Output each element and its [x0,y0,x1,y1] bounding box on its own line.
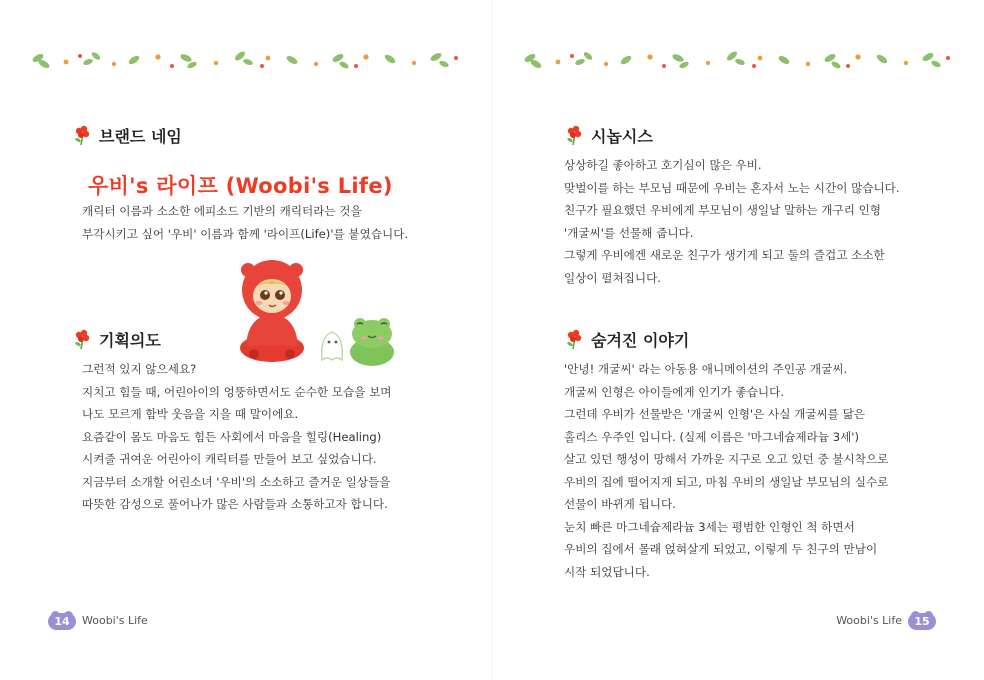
synopsis-line: '개굴씨'를 선물해 줍니다. [564,225,694,240]
hidden-line: 그런데 우비가 선물받은 '개굴씨 인형'은 사실 개굴씨를 닮은 [564,407,865,421]
hidden-line: 개굴씨 인형은 아이들에게 인기가 좋습니다. [564,384,785,399]
planning-intent-text [82,358,391,516]
synopsis-line: 상상하길 좋아하고 호기심이 많은 우비. [564,158,762,172]
flower-bullet-icon [72,329,92,351]
plan-line: 지금부터 소개할 어린소녀 '우비'의 소소하고 즐거운 일상들을 [82,474,391,489]
hidden-story-heading [564,328,689,351]
plan-line: 요즘같이 몸도 마음도 힘든 사회에서 마음을 힐링(Healing) [82,429,382,444]
hidden-line: 살고 있던 행성이 망해서 가까운 지구로 오고 있던 중 불시착으로 [564,452,889,466]
brand-line: 캐릭터 이름과 소소한 에피소드 기반의 캐릭터라는 것을 [82,204,362,218]
planning-intent-heading [72,328,161,351]
synopsis-line: 일상이 펼쳐집니다. [564,270,661,285]
page-number: 14 [54,615,70,628]
hidden-story-text [564,358,888,583]
hidden-story-heading-text: 숨겨진 이야기 [591,331,690,350]
right-footer [836,611,936,630]
synopsis-line: 그렇게 우비에겐 새로운 친구가 생기게 되고 둘의 즐겁고 소소한 [564,248,885,262]
page-number: 15 [914,615,930,628]
synopsis-line: 친구가 필요했던 우비에게 부모님이 생일날 말하는 개구리 인형 [564,203,881,217]
hidden-line: 눈치 빠른 마그네슘제라늄 3세는 평범한 인형인 척 하면서 [564,519,855,534]
flower-bullet-icon [564,329,584,351]
vine-decoration-icon [26,44,466,74]
page-number-badge [908,611,936,630]
plan-line: 따뜻한 감성으로 풀어나가 많은 사람들과 소통하고자 합니다. [82,497,388,511]
footer-title: Woobi's Life [836,614,902,627]
left-footer [48,611,148,630]
hidden-line: 선물이 바뀌게 됩니다. [564,497,676,511]
hidden-line: 홀리스 우주인 입니다. (실제 이름은 '마그네슘제라늄 3세') [564,429,859,444]
footer-title: Woobi's Life [82,614,148,627]
plan-line: 지치고 힘들 때, 어린아이의 엉뚱하면서도 순수한 모습을 보며 [82,384,392,399]
flower-bullet-icon [564,125,584,147]
flower-bullet-icon [72,125,92,147]
hidden-line: '안녕! 개굴씨' 라는 아동용 애니메이션의 주인공 개굴씨. [564,362,848,376]
plan-line: 시켜줄 귀여운 어린아이 캐릭터를 만들어 보고 싶었습니다. [82,452,377,466]
brand-title: 우비's 라이프 (Woobi's Life) [88,174,393,198]
brand-name-heading-text: 브랜드 네임 [99,127,182,146]
hidden-line: 우비의 집에 떨어지게 되고, 마침 우비의 생일날 부모님의 실수로 [564,474,889,489]
planning-intent-heading-text: 기획의도 [99,331,161,350]
synopsis-text [564,154,900,289]
plan-line: 그런적 있지 않으세요? [82,362,197,376]
right-page [492,0,984,680]
plan-line: 나도 모르게 함박 웃음을 지을 때 말이에요. [82,407,299,421]
synopsis-heading [564,124,653,147]
brand-line: 부각시키고 싶어 '우비' 이름과 함께 '라이프(Life)'를 붙였습니다. [82,226,409,241]
page-number-badge [48,611,76,630]
vine-decoration-icon [518,44,958,74]
synopsis-heading-text: 시놉시스 [591,127,653,146]
hidden-line: 우비의 집에서 몰래 얹혀살게 되었고, 이렇게 두 친구의 만남이 [564,542,878,556]
brand-description [82,200,408,245]
woobi-character-illustration [236,256,406,368]
brand-name-heading [72,124,182,147]
hidden-line: 시작 되었답니다. [564,564,650,579]
synopsis-line: 맞벌이를 하는 부모님 때문에 우비는 혼자서 노는 시간이 많습니다. [564,180,900,195]
